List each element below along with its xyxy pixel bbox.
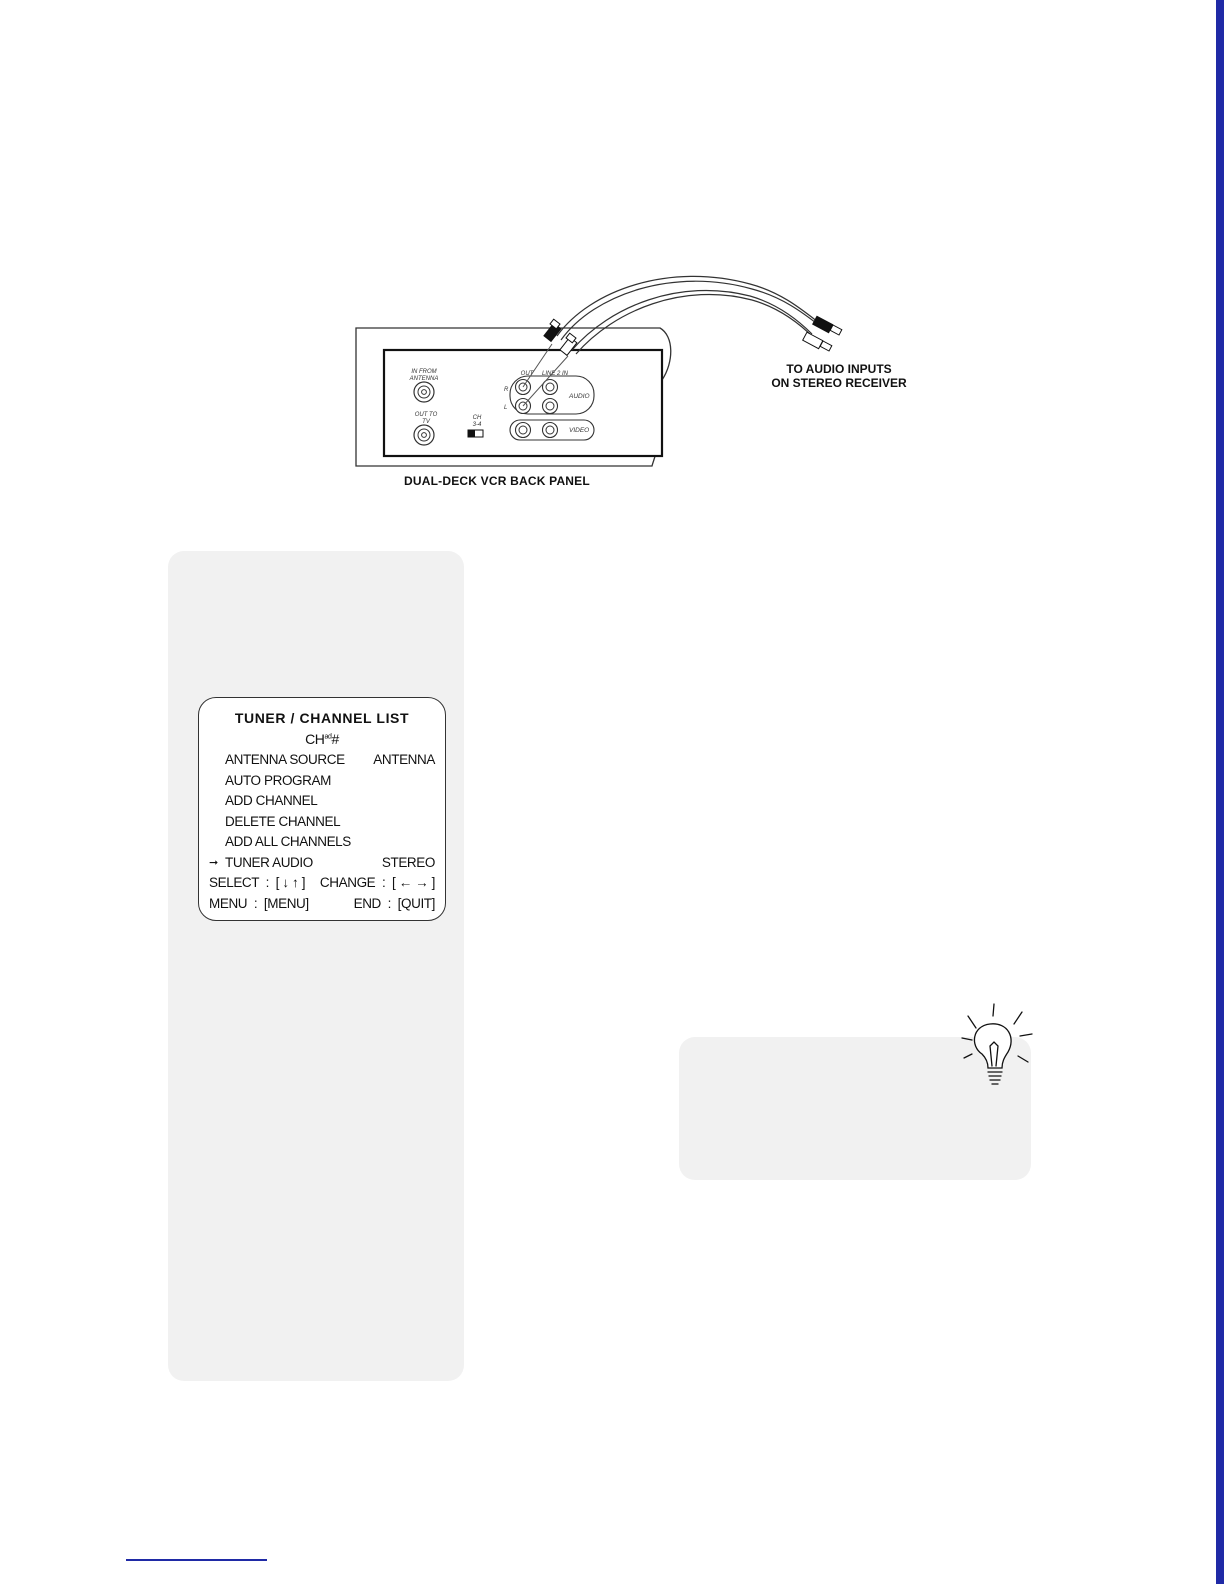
menu-item-auto-program[interactable]	[209, 773, 435, 791]
rca-plugs-receiver-end	[803, 316, 842, 351]
menu-item-value: STEREO	[381, 855, 435, 870]
menu-item-delete-channel[interactable]	[209, 814, 435, 832]
label-audio: AUDIO	[569, 393, 590, 400]
lightbulb-icon	[956, 1002, 1036, 1098]
label-line2-in: LINE 2 IN	[541, 371, 569, 377]
end-hint: END : [QUIT]	[353, 896, 435, 911]
label-l: L	[504, 405, 508, 411]
cursor-arrow-icon: ➞	[209, 857, 218, 869]
menu-item-label: TUNER AUDIO	[225, 855, 313, 870]
menu-item-label: ANTENNA SOURCE	[225, 752, 345, 767]
callout-line-1: TO AUDIO INPUTS	[786, 362, 892, 376]
antenna-out-connector	[414, 425, 434, 445]
menu-hint: MENU : [MENU]	[209, 896, 309, 911]
menu-item-label: DELETE CHANNEL	[225, 814, 341, 829]
change-hint: CHANGE : [ ← → ]	[319, 875, 435, 890]
menu-item-antenna-source[interactable]	[209, 752, 435, 770]
antenna-in-connector	[414, 382, 434, 402]
select-hint: SELECT : [ ↓ ↑ ]	[209, 875, 306, 890]
label-antenna: ANTENNA	[409, 376, 439, 382]
menu-footer-select	[209, 875, 435, 893]
footer-rule	[126, 1559, 267, 1561]
label-video: VIDEO	[569, 427, 590, 434]
menu-item-value: ANTENNA	[373, 752, 435, 767]
accent-bar	[1216, 0, 1224, 1584]
callout-line-2: ON STEREO RECEIVER	[771, 376, 907, 390]
label-r: R	[504, 387, 509, 393]
channel-suffix: #	[331, 731, 339, 747]
menu-item-label: ADD CHANNEL	[225, 793, 318, 808]
label-in-from: IN FROM	[411, 369, 437, 375]
menu-item-tuner-audio[interactable]	[209, 855, 435, 873]
diagram-caption: DUAL-DECK VCR BACK PANEL	[404, 474, 590, 488]
menu-item-label: AUTO PROGRAM	[225, 773, 331, 788]
label-out: OUT	[520, 371, 534, 377]
channel-prefix: CH	[305, 731, 325, 747]
label-ch-value: 3-4	[472, 422, 482, 428]
tuner-channel-list-menu	[198, 697, 446, 921]
menu-footer-menu	[209, 896, 435, 914]
side-panel	[168, 551, 464, 1381]
menu-title: TUNER / CHANNEL LIST	[234, 710, 410, 726]
menu-item-add-all-channels[interactable]	[209, 834, 435, 852]
label-out-to: OUT TO	[414, 412, 438, 418]
menu-item-label: ADD ALL CHANNELS	[225, 834, 351, 849]
label-ch: CH	[472, 415, 482, 421]
channel-superscript: ad	[324, 733, 332, 741]
label-tv: TV	[422, 419, 430, 425]
menu-item-add-channel[interactable]	[209, 793, 435, 811]
channel-indicator	[199, 731, 445, 747]
receiver-callout	[770, 362, 908, 390]
